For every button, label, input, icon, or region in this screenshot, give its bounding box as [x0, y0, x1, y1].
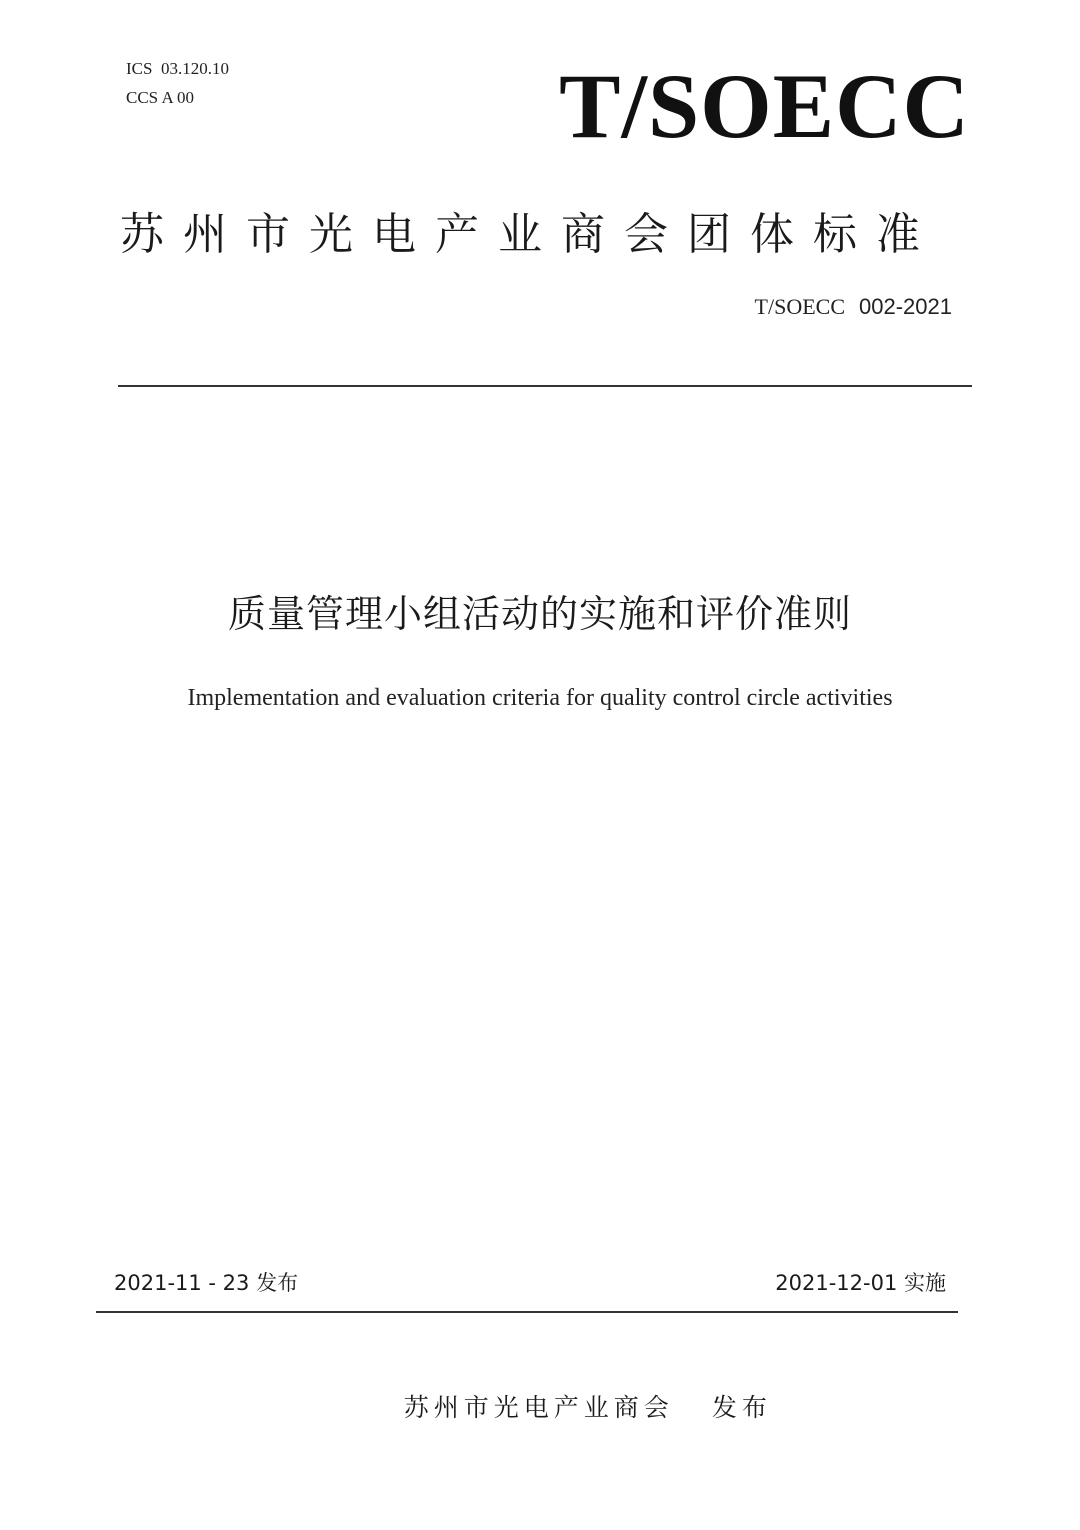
standard-type-heading: 苏州市光电产业商会团体标准 [120, 209, 939, 260]
brand-mark: T/SOECC [559, 55, 970, 157]
publish-date: 2021-11 - 23 发布 [114, 1271, 299, 1295]
publisher-name: 苏州市光电产业商会 [403, 1393, 674, 1422]
document-title-chinese: 质量管理小组活动的实施和评价准则 [227, 592, 852, 636]
ics-code: ICS 03.120.10 [126, 59, 229, 78]
standard-code-prefix: T/SOECC [754, 294, 846, 319]
publisher-line [352, 1348, 772, 1468]
document-title-english: Implementation and evaluation criteria for quality control circle activities [187, 685, 893, 711]
publisher-action: 发布 [711, 1393, 772, 1422]
standard-code-number: 002-2021 [859, 294, 952, 319]
top-divider [118, 385, 972, 387]
standard-code [755, 292, 952, 323]
bottom-divider [96, 1311, 958, 1313]
classification-codes [126, 54, 229, 112]
implementation-date: 2021-12-01 实施 [775, 1271, 946, 1295]
ccs-code: CCS A 00 [126, 88, 195, 107]
